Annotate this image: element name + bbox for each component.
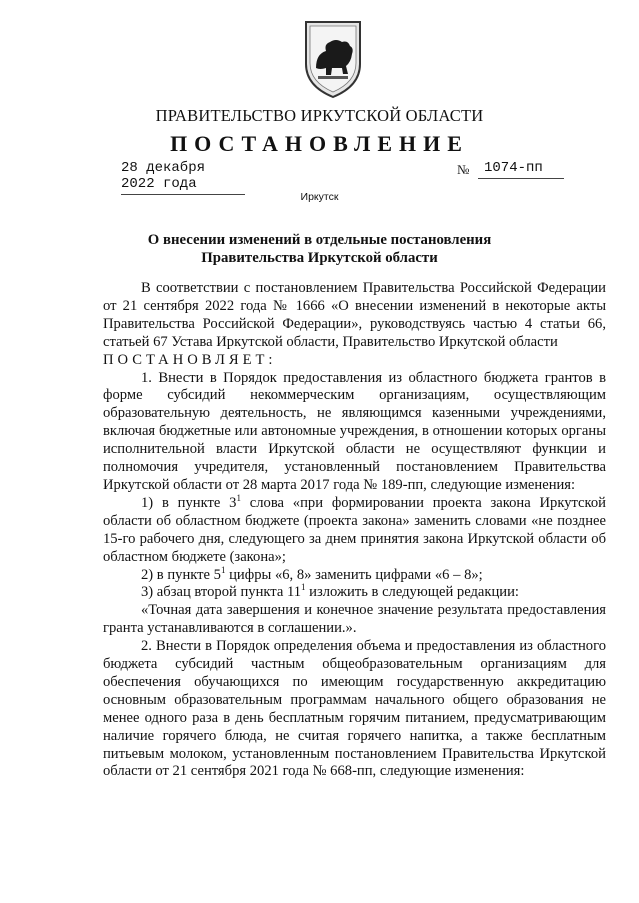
resolves-heading: ПОСТАНОВЛЯЕТ:	[103, 351, 277, 368]
subitem-text: изложить в следующей редакции:	[305, 584, 519, 601]
number-sign: №	[457, 162, 470, 177]
subitem-text: 2) в пункте 5	[141, 566, 221, 583]
subitem-text: 1) в пункте 3	[141, 494, 237, 511]
coat-of-arms-icon	[302, 18, 364, 100]
city: Иркутск	[300, 191, 339, 203]
document-title	[0, 232, 639, 267]
preamble: В соответствии с постановлением Правительства Российской Федерации от 21 сентября 2022 года № 1666 «О внесении изменений в некоторые акты Правительства Российской Федерации», руководствуясь частью 4 статьи 66, статьей 67 Устава Иркутской области, Правительство Иркутской области	[103, 280, 606, 350]
document-body	[103, 280, 606, 781]
superscript: 1	[220, 564, 226, 575]
item-1-subitem-3-quote: «Точная дата завершения и конечное значение результата предоставления гранта устанавливаются в соглашении.».	[103, 602, 606, 637]
title-line-1: О внесении изменений в отдельные постановления	[147, 232, 492, 248]
item-1-subitem-3	[103, 584, 606, 602]
item-1-subitem-2	[103, 564, 606, 585]
item-2: 2. Внести в Порядок определения объема и предоставления из областного бюджета субсидий частным общеобразовательным организациям для обеспечения обучающихся по имеющим государственную аккредитацию основным образовательным программам начального общего образования не менее одного раза в день бесплатным горячим питанием, предусматривающим наличие горячего блюда, не считая горячего напитка, а также бесплатным питьевым молоком, установленным постановлением Правительства Иркутской области от 21 сентября 2021 года № 668-пп, следующие изменения:	[103, 638, 606, 780]
date-number-row	[0, 160, 639, 192]
item-1: 1. Внести в Порядок предоставления из областного бюджета грантов в форме субсидий некоммерческим организациям, осуществляющим образовательную деятельность, не являющимся казенными учреждениями, включая бюджетные или автономные учреждения, в отношении которых органы исполнительной власти Иркутской области не осуществляют функции и полномочия учредителя, установленный постановлением Правительства Иркутской области от 28 марта 2017 года № 189-пп, следующие изменения:	[103, 369, 606, 493]
subitem-text: цифры «6, 8» заменить цифрами «6 – 8»;	[225, 566, 483, 583]
item-1-subitem-1	[103, 495, 606, 567]
superscript: 1	[301, 582, 306, 593]
subitem-text: слова «при формировании проекта закона Иркутской области об областном бюджете (проекта закона» заменить словами «не позднее 15-го рабочего дня, следующего за днем принятия закона Иркутской области об областном бюджете (закона»;	[103, 494, 606, 565]
subitem-text: 3) абзац второй пункта 11	[141, 584, 302, 601]
title-line-2: Правительства Иркутской области	[201, 249, 438, 266]
document-type: ПОСТАНОВЛЕНИЕ	[170, 131, 469, 156]
government-name: ПРАВИТЕЛЬСТВО ИРКУТСКОЙ ОБЛАСТИ	[155, 106, 484, 125]
document-date: 28 декабря 2022 года	[121, 160, 245, 195]
superscript: 1	[236, 493, 241, 504]
document-number: 1074-пп	[478, 160, 564, 179]
